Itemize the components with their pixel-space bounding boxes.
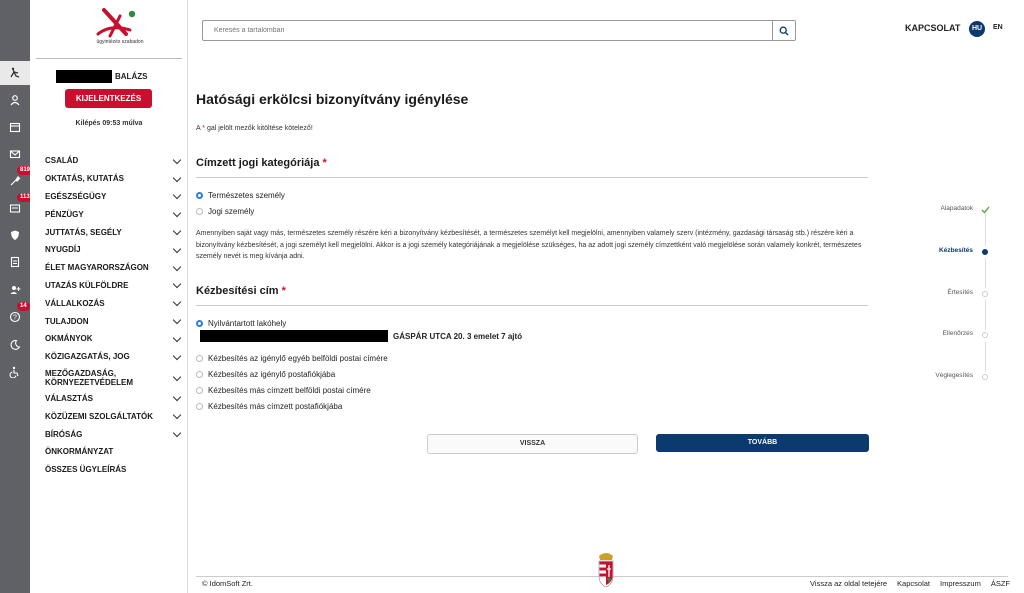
tools-icon[interactable]: [0, 169, 30, 193]
redacted-name: [56, 70, 112, 83]
document-icon[interactable]: [0, 250, 30, 274]
chevron-down-icon: [173, 316, 181, 324]
chevron-down-icon: [173, 280, 181, 288]
copyright: © IdomSoft Zrt.: [202, 579, 253, 588]
chevron-down-icon: [173, 372, 181, 380]
chevron-down-icon: [173, 262, 181, 270]
required-note: [196, 125, 313, 132]
section-recipient-star: *: [322, 157, 327, 169]
logout-button[interactable]: KIJELENTKEZÉS: [65, 89, 152, 108]
step-finalize: Véglegesítés: [935, 372, 973, 379]
sidebar-menu-label: JUTTATÁS, SEGÉLY: [45, 227, 122, 237]
tools-badge: 819: [17, 166, 33, 175]
next-button[interactable]: TOVÁBB: [656, 434, 869, 452]
required-star: *: [202, 125, 205, 132]
icon-bar: [0, 0, 30, 593]
calendar-icon[interactable]: [0, 115, 30, 139]
sidebar-menu-item[interactable]: [45, 348, 180, 366]
footer-links: [810, 579, 1010, 588]
radio-own-pobox[interactable]: [196, 370, 335, 379]
sidebar-menu-item[interactable]: [45, 366, 180, 390]
radio-legal-person[interactable]: [196, 207, 254, 216]
chevron-down-icon: [173, 334, 181, 342]
search-bar: [202, 20, 796, 41]
sidebar-menu-item[interactable]: [45, 205, 180, 223]
radio-icon: [196, 387, 203, 394]
sidebar-menu-label: ÖSSZES ÜGYLEÍRÁS: [45, 465, 127, 475]
sidebar-menu-label: KÖZÜZEMI SZOLGÁLTATÓK: [45, 411, 153, 421]
radio-selected-icon: [196, 192, 203, 199]
section-delivery-star: *: [281, 285, 286, 297]
required-suffix: gal jelölt mezők kitöltése kötelező!: [206, 125, 313, 132]
sidebar-menu-label: OKTATÁS, KUTATÁS: [45, 174, 124, 184]
step-dot: [982, 374, 988, 380]
step-connector: [985, 342, 986, 372]
section-recipient-title: [196, 157, 327, 169]
inbox-badge: 113: [17, 193, 33, 202]
sidebar-menu-item[interactable]: [45, 330, 180, 348]
radio-other-recipient-postal[interactable]: [196, 386, 371, 395]
sidebar-menu-item[interactable]: [45, 390, 180, 408]
chevron-down-icon: [173, 191, 181, 199]
sidebar-menu-label: CSALÁD: [45, 156, 79, 166]
sidebar-menu-label: UTAZÁS KÜLFÖLDRE: [45, 280, 129, 290]
chevron-down-icon: [173, 411, 181, 419]
check-icon: [981, 206, 990, 214]
recipient-description: Amennyiben saját vagy más, természetes személy részére kéri a bizonyítvány kézbesítését, a természetes személyt kell megjelölni, amennyiben valamely szerv (intézmény, gazdasági társaság stb.) részére kéri a bizonyítvány kézbesítését, a jogi személyt kell megjelölni. Akkor is a jogi személy kategóriájának a megjelölése szükséges, ha az adott jogi személy címzettként való megjelölése során valamely konkrét, természetes személy nevét is meg kívánja adni.: [196, 230, 862, 260]
step-connector: [985, 213, 986, 246]
sidebar-menu-item[interactable]: [45, 312, 180, 330]
svg-text:?: ?: [13, 314, 17, 322]
step-delivery: Kézbesítés: [939, 247, 973, 254]
help-icon[interactable]: [0, 305, 30, 329]
footer-link-imprint[interactable]: Impresszum: [939, 579, 981, 588]
redacted-address: [200, 330, 388, 342]
section-divider: [196, 305, 868, 306]
logo-text: ügyintézés szabadon: [96, 39, 144, 45]
search-button[interactable]: [772, 21, 795, 40]
chevron-down-icon: [173, 227, 181, 235]
sidebar-menu-label: VÁLLALKOZÁS: [45, 298, 105, 308]
user-name-text: BALÁZS: [115, 71, 148, 81]
sidebar-menu-label: PÉNZÜGY: [45, 209, 84, 219]
radio-label: Kézbesítés más címzett belföldi postai címére: [208, 386, 371, 395]
registered-address: [200, 330, 522, 342]
required-prefix: A: [196, 125, 201, 132]
address-text: GÁSPÁR UTCA 20. 3 emelet 7 ajtó: [393, 331, 523, 341]
section-delivery-title: [196, 285, 286, 297]
step-dot: [982, 291, 988, 297]
sidebar-menu-item[interactable]: [45, 170, 180, 188]
section-delivery-title-text: Kézbesítési cím: [196, 285, 279, 297]
sidebar-menu-label: BÍRÓSÁG: [45, 429, 83, 439]
sidebar-menu: [45, 152, 180, 479]
step-notification: Értesítés: [947, 289, 973, 296]
shield-icon[interactable]: [0, 223, 30, 247]
radio-icon: [196, 403, 203, 410]
step-basic-data: Alapadatok: [940, 205, 973, 212]
section-divider: [196, 177, 868, 178]
radio-label: Kézbesítés más címzett postafiókjába: [208, 402, 343, 411]
radio-other-postal[interactable]: [196, 354, 388, 363]
sidebar-menu-item[interactable]: [45, 277, 180, 295]
add-user-icon[interactable]: [0, 278, 30, 302]
contact-link[interactable]: KAPCSOLAT: [905, 23, 961, 33]
footer-link-terms[interactable]: ÁSZF: [990, 579, 1010, 588]
radio-registered-address[interactable]: [196, 319, 286, 328]
step-dot: [982, 332, 988, 338]
search-icon: [779, 26, 789, 36]
radio-icon: [196, 208, 203, 215]
section-recipient-title-text: Címzett jogi kategóriája: [196, 157, 320, 169]
lang-en[interactable]: EN: [993, 24, 1003, 31]
accessibility-icon[interactable]: [0, 360, 30, 384]
radio-label: Kézbesítés az igénylő postafiókjába: [208, 370, 336, 379]
sidebar: [30, 0, 188, 593]
back-button[interactable]: VISSZA: [427, 434, 638, 454]
user-name: [56, 69, 147, 83]
dark-mode-icon[interactable]: [0, 333, 30, 357]
radio-label: Jogi személy: [208, 207, 255, 216]
home-icon[interactable]: [0, 61, 30, 85]
lang-hu[interactable]: HU: [969, 21, 985, 37]
main-content: [188, 0, 1024, 593]
sidebar-menu-label: ÉLET MAGYARORSZÁGON: [45, 263, 149, 273]
sidebar-menu-label: OKMÁNYOK: [45, 334, 93, 344]
radio-label: Nyilvántartott lakóhely: [208, 319, 287, 328]
step-review: Ellenőrzés: [942, 330, 973, 337]
sidebar-menu-item[interactable]: [45, 259, 180, 277]
sidebar-menu-item[interactable]: [45, 425, 180, 443]
sidebar-menu-label: EGÉSZSÉGÜGY: [45, 191, 107, 201]
inbox-icon[interactable]: [0, 196, 30, 220]
chevron-down-icon: [173, 351, 181, 359]
footer-link-back-to-top[interactable]: Vissza az oldal tetejére: [810, 579, 888, 588]
sidebar-menu-label: ÖNKORMÁNYZAT: [45, 447, 114, 457]
chevron-down-icon: [173, 245, 181, 253]
coat-of-arms-icon: [596, 550, 616, 588]
radio-label: Kézbesítés az igénylő egyéb belföldi postai címére: [208, 354, 388, 363]
sidebar-menu-item[interactable]: [45, 294, 180, 312]
step-current-dot: [982, 249, 988, 255]
sidebar-menu-label: KÖZIGAZGATÁS, JOG: [45, 352, 130, 362]
sidebar-menu-item[interactable]: [45, 407, 180, 425]
sidebar-menu-item[interactable]: [45, 223, 180, 241]
help-badge: 14: [17, 302, 30, 311]
sidebar-menu-label: NYUGDÍJ: [45, 245, 81, 255]
radio-other-recipient-pobox[interactable]: [196, 402, 342, 411]
radio-label: Természetes személy: [208, 191, 285, 200]
sidebar-menu-label: VÁLASZTÁS: [45, 393, 93, 403]
user-icon[interactable]: [0, 88, 30, 112]
radio-icon: [196, 371, 203, 378]
sidebar-menu-label: TULAJDON: [45, 316, 89, 326]
page-title: Hatósági erkölcsi bizonyítvány igénylése: [196, 91, 469, 107]
chevron-down-icon: [173, 156, 181, 164]
chevron-down-icon: [173, 209, 181, 217]
step-connector: [985, 258, 986, 288]
sidebar-menu-item[interactable]: [45, 152, 180, 170]
search-input[interactable]: [204, 22, 772, 39]
radio-natural-person[interactable]: [196, 191, 285, 200]
sidebar-divider: [36, 58, 182, 59]
chevron-down-icon: [173, 173, 181, 181]
mail-icon[interactable]: [0, 142, 30, 166]
sidebar-menu-item[interactable]: [45, 443, 180, 461]
step-connector: [985, 300, 986, 330]
chevron-down-icon: [173, 298, 181, 306]
chevron-down-icon: [173, 393, 181, 401]
chevron-down-icon: [173, 429, 181, 437]
sidebar-menu-item[interactable]: [45, 188, 180, 206]
sidebar-menu-label: MEZŐGAZDASÁG, KÖRNYEZETVÉDELEM: [45, 368, 134, 387]
sidebar-menu-item[interactable]: [45, 241, 180, 259]
footer-link-contact[interactable]: Kapcsolat: [897, 579, 930, 588]
sidebar-menu-item[interactable]: [45, 461, 180, 479]
radio-selected-icon: [196, 320, 203, 327]
session-timer: Kilépés 09:53 múlva: [75, 120, 143, 127]
radio-icon: [196, 355, 203, 362]
